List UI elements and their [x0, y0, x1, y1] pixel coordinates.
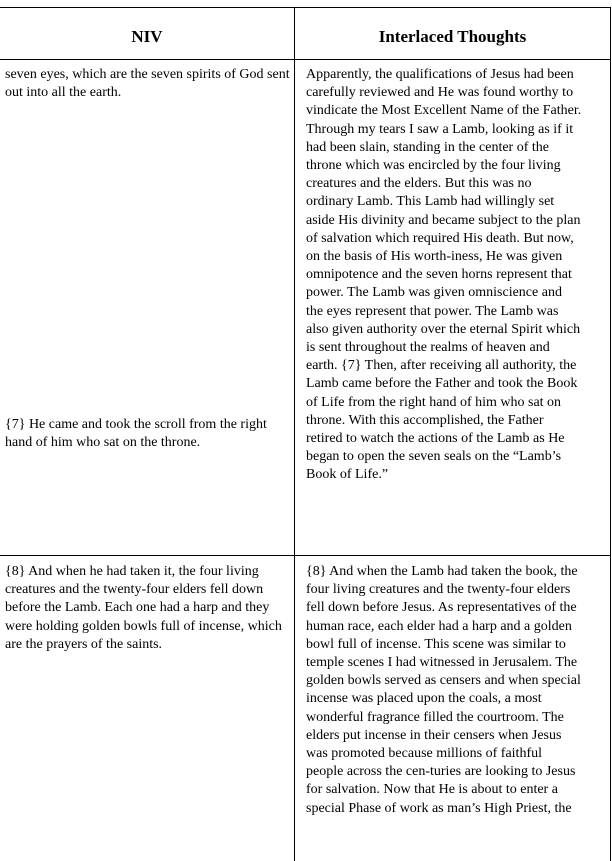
niv-column-header: NIV — [131, 27, 163, 46]
table-top-border — [0, 7, 610, 8]
niv-verse-6-text: seven eyes, which are the seven spirits of God sent out into all the earth. — [5, 67, 290, 101]
interlaced-thoughts-column-header: Interlaced Thoughts — [378, 27, 527, 46]
column-divider — [294, 7, 295, 861]
table-right-border — [610, 7, 611, 861]
niv-verse-8-text: {8} And when he had taken it, the four living creatures and the twenty-four elders fell down before the Lamb. Each one had a harp and they were holding golden bowls full of incense, which are the prayers of the saints. — [5, 564, 282, 652]
header-row-separator — [0, 59, 610, 60]
interlaced-thoughts-8-text: {8} And when the Lamb had taken the book, the four living creatures and the twenty-four elders fell down before Jesus. As representatives of the human race, each elder had a harp and a golden bowl full of incense. This scene was similar to temple scenes I had witnessed in Jerusalem. The golden bowls served as censers and when special incense was placed upon the coals, a most wonderful fragrance filled the courtroom. The elders put incense in their censers when Jesus was promoted because millions of faithful people across the cen-turies are looking to Jesus for salvation. Now that He is about to enter a special Phase of work as man’s High Priest, the — [306, 564, 581, 816]
row-separator — [0, 555, 610, 556]
niv-verse-7-text: {7} He came and took the scroll from the right hand of him who sat on the throne. — [5, 417, 267, 451]
interlaced-thoughts-6-7-text: Apparently, the qualifications of Jesus had been carefully reviewed and He was found worthy to vindicate the Most Excellent Name of the Father. Through my tears I saw a Lamb, looking as if it had been slain, standing in the center of the throne which was encircled by the four living creatures and the elders. But this was no ordinary Lamb. This Lamb had willingly set aside His divinity and became subject to the plan of salvation which required His death. But now, on the basis of His worth-iness, He was given omnipotence and the seven horns represent that power. The Lamb was given omniscience and the eyes represent that power. The Lamb was also given authority over the eternal Spirit which is sent throughout the realms of heaven and earth. {7} Then, after receiving all authority, the Lamb came before the Father and took the Book of Life from the right hand of him who sat on throne. With this accomplished, the Father retired to watch the actions of the Lamb as He began to open the seven seals on the “Lamb’s Book of Life.” — [306, 67, 582, 483]
